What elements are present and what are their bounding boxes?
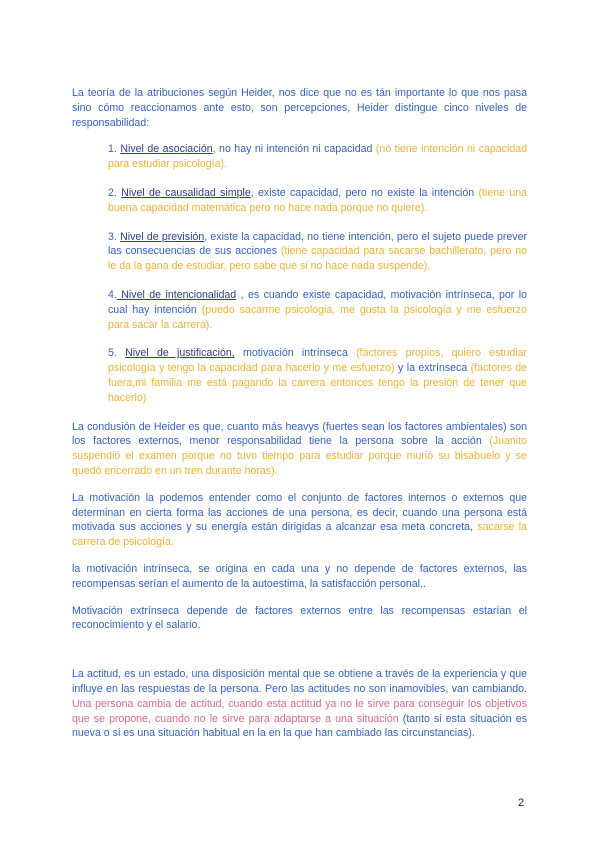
attitude-example: Una persona cambia de actitud, cuando esta actitud ya no le sirve para conseguir los objetivos que se propone, cuando no le sirve para adaptarse a una situación — [72, 697, 527, 725]
conclusion-text: La condusión de Heider es que, cuanto más heavys (fuertes sean los factores ambientales) son los factores externos, menor responsabilidad tiene la persona sobre la acción — [72, 420, 527, 448]
paragraph-gap — [72, 645, 527, 667]
level-term: Nivel de previsión — [120, 230, 205, 243]
level-term: Nivel de intencionalidad — [116, 288, 237, 301]
document-body — [72, 86, 527, 753]
level-item-3 — [108, 230, 527, 274]
level-term: Nivel de causalidad simple — [121, 186, 251, 199]
intro-paragraph: La teoría de la atribuciones según Heider, nos dice que no es tán importante lo que nos pasa sino cómo reaccionamos ante esto, son percepciones, Heider distingue cinco niveles de responsabilidad: — [72, 87, 527, 129]
level-item-1 — [108, 142, 527, 172]
conclusion-example: (Juanito suspendió el examen porque no tuvo tiempo para estudiar porque murió su bisabuelo y se quedó encerrado en un tren durante horas). — [72, 435, 527, 477]
level-term: Nivel de justificación, — [125, 347, 235, 360]
level-description: motivación intrínseca — [234, 347, 357, 360]
level-example: (factores propios, quiero estudiar psicología y tengo la capacidad para hacerlo y me esfuerzo) — [108, 347, 527, 375]
level-number: 3. — [108, 230, 121, 243]
conclusion-paragraph — [72, 420, 527, 479]
attitude-text: La actitud, es un estado, una disposición mental que se obtiene a través de la experiencia y que influye en las respuestas de la persona. Pero las actitudes no son inamovibles, van cambiando. — [72, 668, 527, 695]
attitude-text-continued: (tanto si esta situación es nueva o si es una situación habitual en la en la que han cambiado las circunstancias). — [72, 712, 527, 740]
motivation-text: La motivación la podemos entender como el conjunto de factores internos o externos que determinan en cierta forma las acciones de una persona, es decir, cuando una persona está motivada sus acciones y su energía están dirigidas a alcanzar esa meta concreta, — [72, 491, 527, 534]
level-example: (no tiene intención ni capacidad para estudiar psicología). — [108, 143, 528, 171]
level-example: (tiene capacidad para sacarse bachillerato, pero no le da la gana de estudiar, pero sabe que si no hace nada suspende). — [108, 245, 527, 273]
level-item-4 — [108, 288, 527, 332]
attitude-paragraph — [72, 667, 527, 741]
level-example-extrinsic: (factores de fuera,mi familia me está pagando la carrera entonces tengo la presión de tener que hacerlo) — [108, 362, 528, 404]
level-description: , existe capacidad, pero no existe la intención — [250, 186, 479, 199]
level-description-extrinsic: y la extrínseca — [394, 362, 471, 375]
level-item-2 — [108, 186, 527, 216]
page-number: 2 — [518, 797, 525, 809]
level-number: 4. — [108, 288, 117, 301]
intrinsic-motivation-paragraph: la motivación intrínseca, se origina en cada una y no depende de factores externos, las recompensas serían el aumento de la autoestima, la satisfacción personal.. — [72, 562, 527, 590]
level-example: (puedo sacarme psicologia, me gusta la psicología y me esfuerzo para sacar la carrera). — [108, 303, 527, 331]
level-example: (tiene una buena capacidad matemática pero no hace nada porque no quiere). — [108, 186, 528, 214]
extrinsic-motivation-paragraph: Motivación extrínseca depende de factores externos entre las recompensas estarían el reconocimiento y el salario. — [72, 604, 527, 632]
motivation-example: sacarse la carrera de psicología. — [72, 521, 528, 549]
level-item-5 — [108, 346, 527, 405]
level-number: 1. — [108, 143, 121, 156]
motivation-paragraph — [72, 491, 527, 550]
level-description: , existe la capacidad, no tiene intención, pero el sujeto puede prever las consecuencias de sus acciones — [108, 230, 527, 258]
level-term: Nivel de asociación — [120, 143, 213, 156]
level-description: , es cuando existe capacidad, motivación intrínseca, por lo cual hay intención — [108, 288, 527, 316]
level-number: 5. — [108, 347, 126, 360]
responsibility-levels-list — [108, 142, 527, 405]
level-number: 2. — [108, 186, 122, 199]
level-description: , no hay ni intención ni capacidad — [212, 143, 376, 156]
